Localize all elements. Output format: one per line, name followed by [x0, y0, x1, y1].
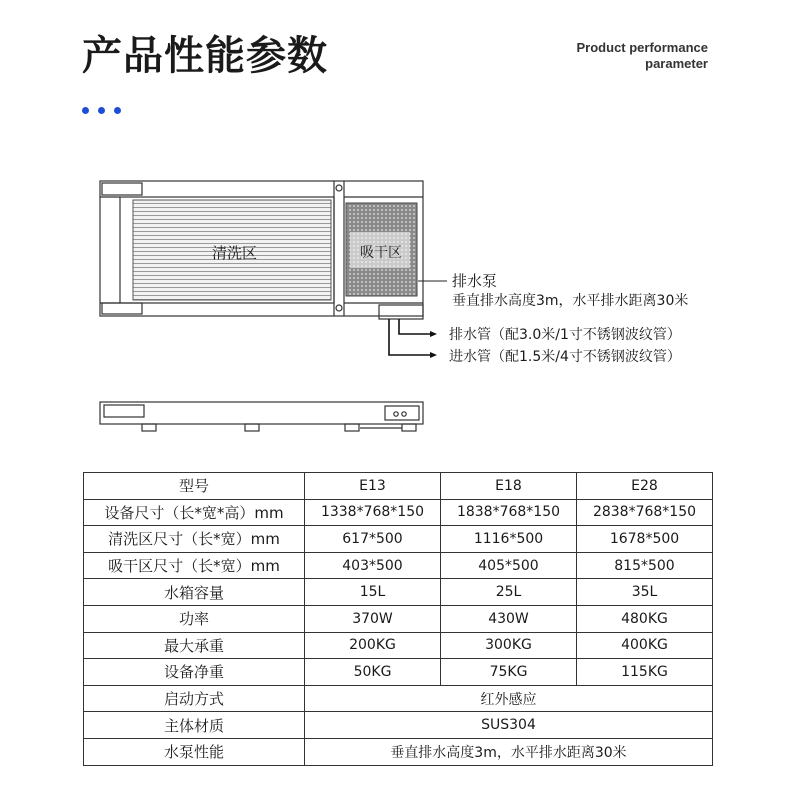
- table-cell: 430W: [441, 605, 577, 632]
- table-cell: 400KG: [577, 632, 713, 659]
- inlet-pipe-label: 进水管（配1.5米/4寸不锈钢波纹管）: [449, 349, 681, 365]
- table-row: [84, 552, 713, 579]
- row-label: 清洗区尺寸（长*宽）mm: [84, 526, 305, 553]
- table-cell: 1338*768*150: [305, 499, 441, 526]
- header-cell: E28: [577, 473, 713, 500]
- merged-cell: 垂直排水高度3m，水平排水距离30米: [305, 738, 713, 765]
- header-cell: E18: [441, 473, 577, 500]
- table-row: [84, 605, 713, 632]
- table-cell: 2838*768*150: [577, 499, 713, 526]
- pump-title: 排水泵: [452, 272, 498, 290]
- row-label: 水箱容量: [84, 579, 305, 606]
- row-label: 设备净重: [84, 659, 305, 686]
- table-cell: 480KG: [577, 605, 713, 632]
- table-cell: 617*500: [305, 526, 441, 553]
- row-label: 设备尺寸（长*宽*高）mm: [84, 499, 305, 526]
- spec-table: [83, 472, 713, 766]
- row-label: 水泵性能: [84, 738, 305, 765]
- dry-zone-label: 吸干区: [360, 245, 402, 261]
- table-cell: 25L: [441, 579, 577, 606]
- table-cell: 15L: [305, 579, 441, 606]
- wash-zone-label: 清洗区: [212, 244, 258, 262]
- pump-description: 垂直排水高度3m，水平排水距离30米: [452, 293, 689, 309]
- subtitle-line-2: parameter: [645, 56, 708, 71]
- table-cell: 403*500: [305, 552, 441, 579]
- table-cell: 405*500: [441, 552, 577, 579]
- row-label: 功率: [84, 605, 305, 632]
- page-title: 产品性能参数: [82, 33, 328, 79]
- table-cell: 35L: [577, 579, 713, 606]
- table-row: [84, 632, 713, 659]
- merged-cell: SUS304: [305, 712, 713, 739]
- table-cell: 1678*500: [577, 526, 713, 553]
- subtitle-line-1: Product performance: [576, 40, 708, 55]
- table-header-row: [84, 473, 713, 500]
- table-cell: 300KG: [441, 632, 577, 659]
- drain-pipe-label: 排水管（配3.0米/1寸不锈钢波纹管）: [449, 327, 681, 343]
- row-label: 最大承重: [84, 632, 305, 659]
- table-row: [84, 526, 713, 553]
- side-view: [100, 402, 423, 431]
- table-row: [84, 738, 713, 765]
- header-cell: E13: [305, 473, 441, 500]
- pump-box: [379, 305, 423, 319]
- table-row: [84, 499, 713, 526]
- table-cell: 815*500: [577, 552, 713, 579]
- header-cell: 型号: [84, 473, 305, 500]
- table-cell: 1116*500: [441, 526, 577, 553]
- table-cell: 370W: [305, 605, 441, 632]
- table-row: [84, 579, 713, 606]
- table-cell: 1838*768*150: [441, 499, 577, 526]
- table-row: [84, 685, 713, 712]
- row-label: 吸干区尺寸（长*宽）mm: [84, 552, 305, 579]
- row-label: 主体材质: [84, 712, 305, 739]
- table-cell: 75KG: [441, 659, 577, 686]
- pipe-lines: [389, 319, 430, 355]
- merged-cell: 红外感应: [305, 685, 713, 712]
- table-cell: 50KG: [305, 659, 441, 686]
- row-label: 启动方式: [84, 685, 305, 712]
- table-row: [84, 712, 713, 739]
- table-row: [84, 659, 713, 686]
- table-cell: 200KG: [305, 632, 441, 659]
- table-cell: 115KG: [577, 659, 713, 686]
